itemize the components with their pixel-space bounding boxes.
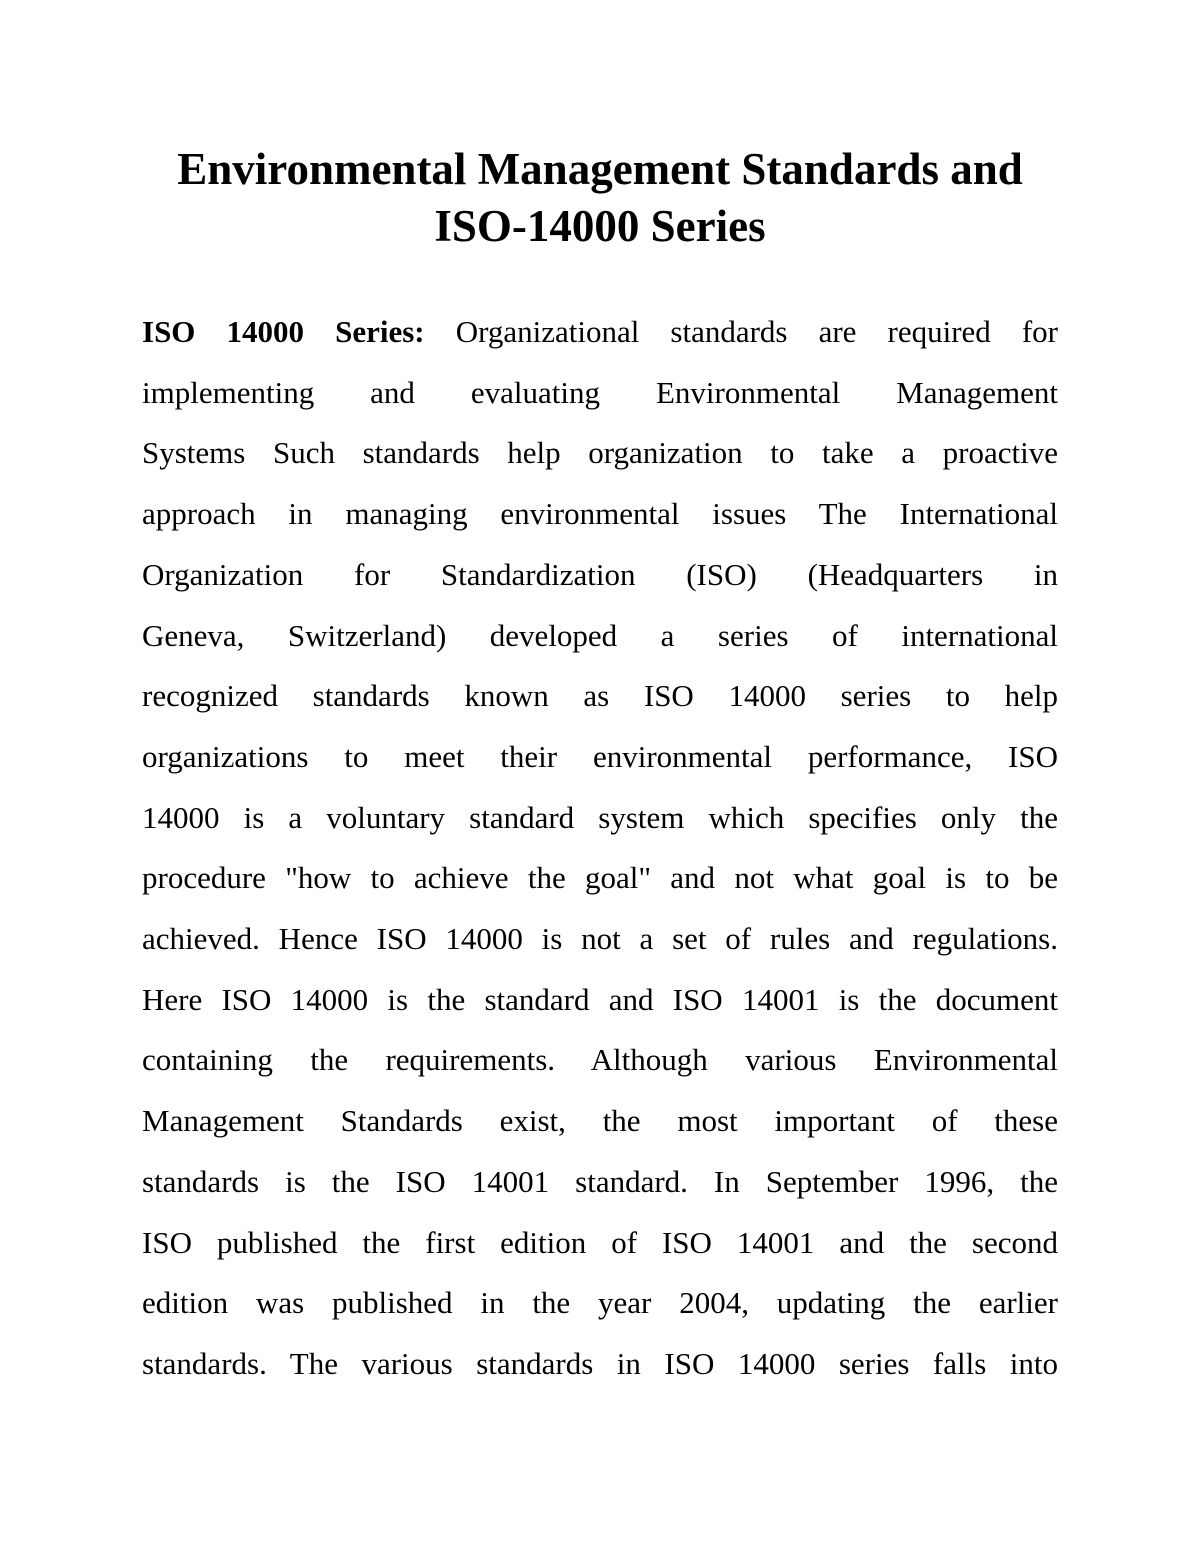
paragraph-line: approach in managing environmental issues The International bbox=[142, 496, 1058, 532]
paragraph-line: Systems Such standards help organization to take a proactive bbox=[142, 435, 1058, 471]
paragraph-line: recognized standards known as ISO 14000 series to help bbox=[142, 678, 1058, 714]
paragraph-line: containing the requirements. Although various Environmental bbox=[142, 1042, 1058, 1078]
body-paragraph bbox=[142, 302, 1058, 1395]
paragraph-line: Geneva, Switzerland) developed a series of international bbox=[142, 617, 1058, 653]
paragraph-line: implementing and evaluating Environmental Management bbox=[142, 374, 1058, 410]
paragraph-line: organizations to meet their environmental performance, ISO bbox=[142, 738, 1058, 774]
paragraph-line: procedure "how to achieve the goal" and not what goal is to be bbox=[142, 860, 1058, 896]
title-line-2: ISO-14000 Series bbox=[434, 201, 766, 251]
paragraph-line: ISO published the first edition of ISO 14001 and the second bbox=[142, 1224, 1058, 1260]
paragraph-line: Management Standards exist, the most important of these bbox=[142, 1103, 1058, 1139]
paragraph-line: Organization for Standardization (ISO) (Headquarters in bbox=[142, 556, 1058, 592]
paragraph-line: 14000 is a voluntary standard system which specifies only the bbox=[142, 799, 1058, 835]
paragraph-line: achieved. Hence ISO 14000 is not a set of rules and regulations. bbox=[142, 921, 1058, 957]
paragraph-line: standards is the ISO 14001 standard. In September 1996, the bbox=[142, 1163, 1058, 1199]
title-line-1: Environmental Management Standards and bbox=[177, 144, 1023, 194]
paragraph-line: standards. The various standards in ISO 14000 series falls into bbox=[142, 1345, 1058, 1381]
paragraph-line: Here ISO 14000 is the standard and ISO 14001 is the document bbox=[142, 981, 1058, 1017]
paragraph-line: edition was published in the year 2004, updating the earlier bbox=[142, 1285, 1058, 1321]
document-title bbox=[100, 141, 1100, 255]
paragraph-line bbox=[142, 302, 1058, 363]
lead-label: ISO 14000 Series: bbox=[142, 314, 425, 349]
paragraph-line-text: Organizational standards are required for bbox=[424, 314, 1058, 349]
